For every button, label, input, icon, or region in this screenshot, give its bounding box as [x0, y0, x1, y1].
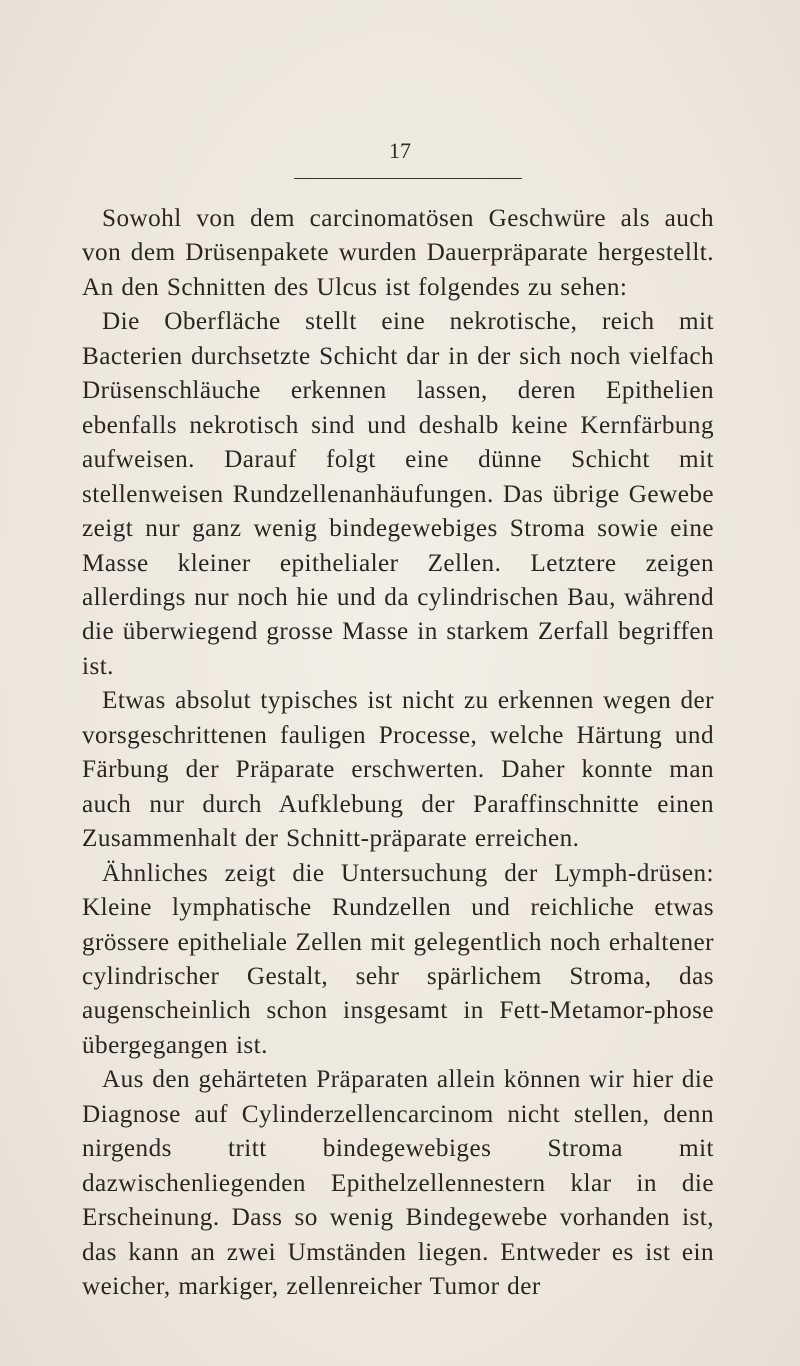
paragraph-1: Sowohl von dem carcinomatösen Geschwüre als auch von dem Drüsenpakete wurden Dauerpräparate hergestellt. An den Schnitten des Ulcus ist folgendes zu sehen:: [82, 205, 714, 301]
page-header: [0, 138, 800, 164]
paragraph-2: Die Oberfläche stellt eine nekrotische, reich mit Bacterien durchsetzte Schicht dar in der sich noch vielfach Drüsenschläuche erkennen lassen, deren Epithelien ebenfalls nekrotisch sind und deshalb keine Kernfärbung aufweisen. Darauf folgt eine dünne Schicht mit stellenweisen Rundzellenanhäufungen. Das übrige Gewebe zeigt nur ganz wenig bindegewebiges Stroma sowie eine Masse kleiner epithelialer Zellen. Letztere zeigen allerdings nur noch hie und da cylindrischen Bau, während die überwiegend grosse Masse in starkem Zerfall begriffen ist.: [82, 308, 714, 680]
paragraph-4: Ähnliches zeigt die Untersuchung der Lymph-drüsen: Kleine lymphatische Rundzellen und reichliche etwas grössere epitheliale Zellen mit gelegentlich noch erhaltener cylindrischer Gestalt, sehr spärlichem Stroma, das augenscheinlich schon insgesamt in Fett-Metamor-phose übergegangen ist.: [82, 859, 714, 1059]
paragraph-3: Etwas absolut typisches ist nicht zu erkennen wegen der vorsgeschrittenen fauligen Processe, welche Härtung und Färbung der Präparate erschwerten. Daher konnte man auch nur durch Aufklebung der Paraffinschnitte einen Zusammenhalt der Schnitt-präparate erreichen.: [82, 687, 714, 853]
body-text: [82, 202, 714, 1305]
header-rule: [294, 178, 522, 179]
page-number: 17: [389, 138, 411, 163]
paragraph-5: Aus den gehärteten Präparaten allein können wir hier die Diagnose auf Cylinderzellencarcinom nicht stellen, denn nirgends tritt bindegewebiges Stroma mit dazwischenliegenden Epithelzellennestern klar in die Erscheinung. Dass so wenig Bindegewebe vorhanden ist, das kann an zwei Umständen liegen. Entweder es ist ein weicher, markiger, zellenreicher Tumor der: [82, 1066, 714, 1301]
